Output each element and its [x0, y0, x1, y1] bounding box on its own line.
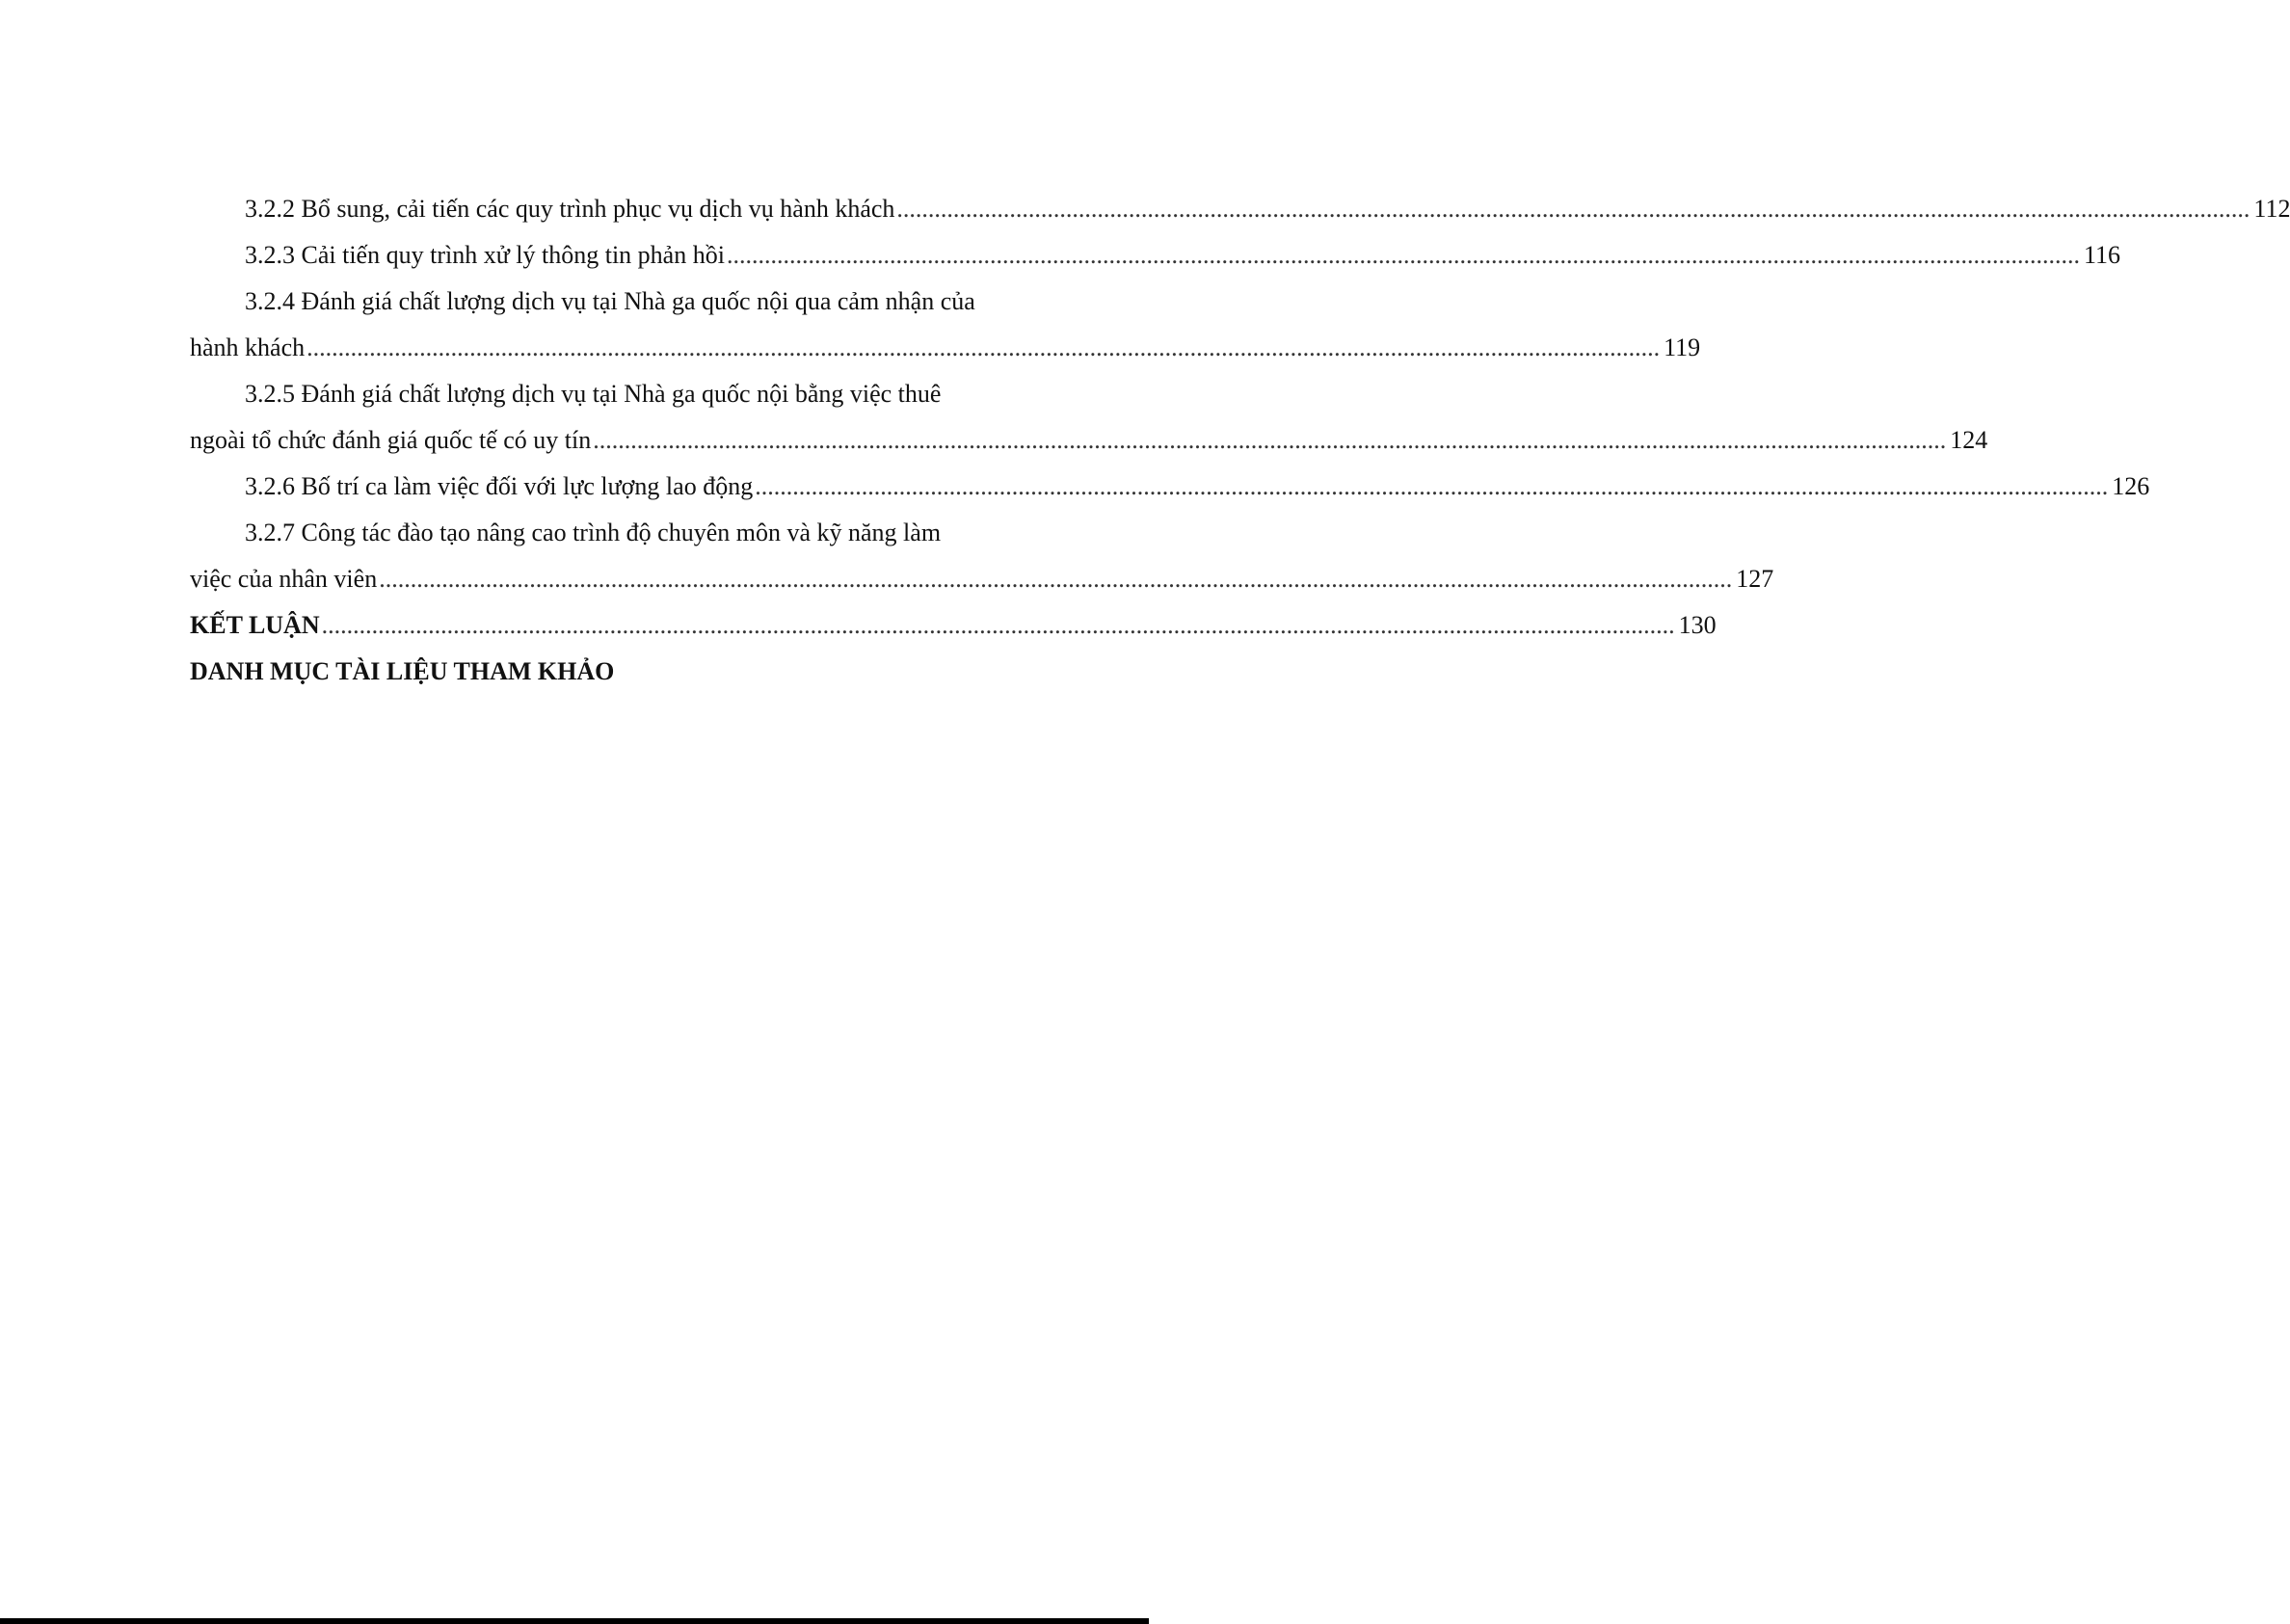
- toc-entry-3-2-5[interactable]: [190, 371, 1988, 464]
- toc-page-number: 112: [2253, 195, 2290, 223]
- toc-entry-title-continued: ngoài tổ chức đánh giá quốc tế có uy tín: [190, 426, 592, 454]
- toc-entry-title: 3.2.5 Đánh giá chất lượng dịch vụ tại Nhà ga quốc nội bằng việc thuê: [245, 380, 942, 408]
- page-bottom-border: [0, 1618, 1149, 1624]
- toc-leader-dots: ........................................................................................................................................................................................................................: [593, 426, 1947, 454]
- toc-entry-ket-luan[interactable]: [190, 602, 1717, 649]
- toc-entry-title-line-2: [190, 556, 1774, 602]
- toc-entry-tai-lieu-tham-khao[interactable]: [190, 649, 1030, 695]
- toc-entry-title: 3.2.3 Cải tiến quy trình xử lý thông tin phản hồi: [245, 241, 725, 269]
- toc-entry-title-line-2: [190, 325, 1701, 371]
- toc-page-number: 127: [1736, 565, 1774, 593]
- toc-entry-title-line-1: [190, 510, 1030, 556]
- table-of-contents: [190, 186, 2290, 695]
- toc-entry-title-line-2: [190, 417, 1988, 464]
- toc-leader-dots: ........................................................................................................................................................................................................................: [755, 472, 2109, 500]
- toc-entry-3-2-2[interactable]: [190, 186, 2290, 232]
- toc-entry-title-line-1: [190, 371, 1030, 417]
- toc-leader-dots: ........................................................................................................................................................................................................................: [726, 241, 2080, 269]
- toc-entry-title: 3.2.2 Bổ sung, cải tiến các quy trình phục vụ dịch vụ hành khách: [245, 195, 895, 223]
- toc-page-number: 116: [2083, 241, 2120, 269]
- toc-entry-title-continued: hành khách: [190, 333, 306, 361]
- toc-page-number: 124: [1950, 426, 1988, 454]
- toc-leader-dots: ........................................................................................................................................................................................................................: [379, 565, 1733, 593]
- toc-page-number: 126: [2112, 472, 2150, 500]
- toc-entry-title: DANH MỤC TÀI LIỆU THAM KHẢO: [190, 657, 615, 685]
- toc-entry-title: KẾT LUẬN: [190, 611, 320, 639]
- toc-leader-dots: ........................................................................................................................................................................................................................: [321, 611, 1675, 639]
- toc-leader-dots: ........................................................................................................................................................................................................................: [306, 333, 1661, 361]
- toc-page-number: 130: [1678, 611, 1717, 639]
- toc-entry-title: 3.2.4 Đánh giá chất lượng dịch vụ tại Nhà ga quốc nội qua cảm nhận của: [245, 287, 975, 315]
- toc-entry-title-continued: việc của nhân viên: [190, 565, 378, 593]
- toc-entry-3-2-4[interactable]: [190, 279, 1701, 371]
- toc-entry-title-line-1: [190, 279, 1030, 325]
- toc-leader-dots: ........................................................................................................................................................................................................................: [896, 195, 2250, 223]
- toc-entry-3-2-6[interactable]: [190, 464, 2150, 510]
- toc-entry-title: 3.2.6 Bố trí ca làm việc đối với lực lượng lao động: [245, 472, 754, 500]
- toc-entry-3-2-3[interactable]: [190, 232, 2120, 279]
- toc-entry-title: 3.2.7 Công tác đào tạo nâng cao trình độ chuyên môn và kỹ năng làm: [245, 519, 942, 546]
- toc-page-number: 119: [1664, 333, 1701, 361]
- toc-entry-3-2-7[interactable]: [190, 510, 1774, 602]
